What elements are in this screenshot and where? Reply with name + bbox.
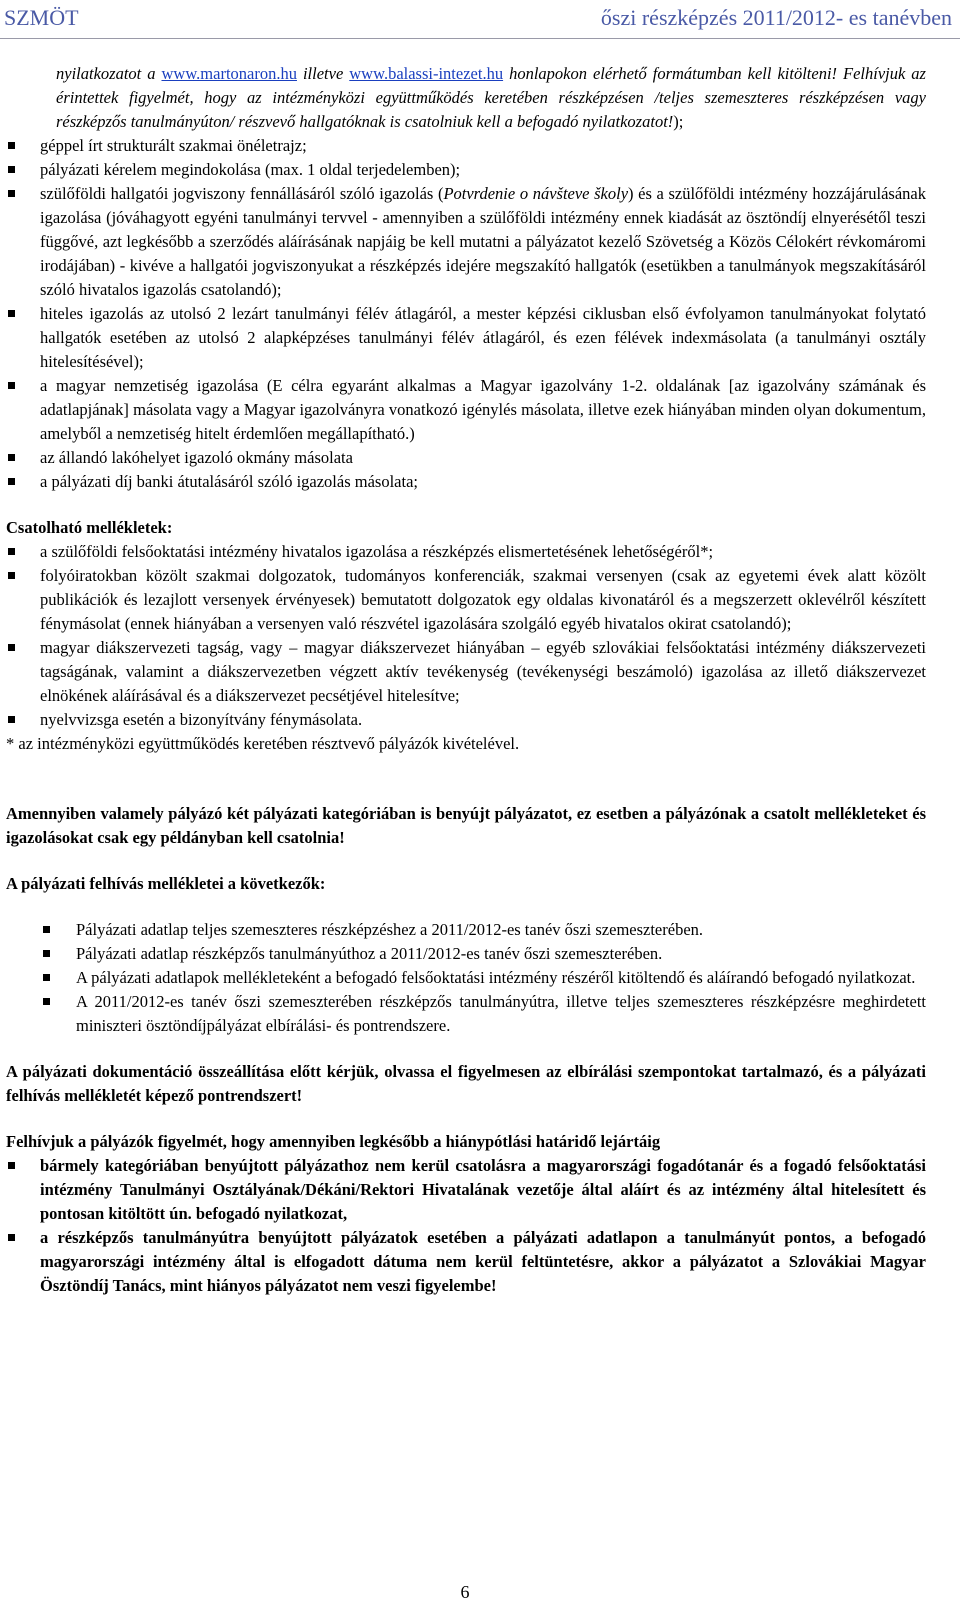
- list-item-text: a részképzős tanulmányútra benyújtott pályázatok esetében a pályázati adatlapon a tanulmányút pontos, a befogadó magyarországi intézmény által is elfogadott dátuma nem kerül feltüntetésre, akkor a pályázatot a Szlovákiai Magyar Ösztöndíj Tanács, mint hiányos pályázatot nem veszi figyelembe!: [40, 1228, 926, 1295]
- list-item: [6, 158, 926, 182]
- list-item-text: géppel írt strukturált szakmai önéletrajz;: [40, 136, 307, 155]
- bullet-icon: [8, 190, 15, 197]
- header-org: SZMÖT: [4, 5, 79, 30]
- list-item-text: magyar diákszervezeti tagság, vagy – magyar diákszervezet hiányában – egyéb szlovákiai felsőoktatási intézmény diákszervezeti tagságának, valamint a diákszervezetben végzett aktív tevékenység (tevékenységi beszámoló) igazolása az illető diákszervezet elnökének aláírásával és a diákszervezet pecsétjével hitelesítve;: [40, 638, 926, 705]
- bullet-icon: [43, 998, 50, 1005]
- bullet-icon: [8, 382, 15, 389]
- intro-paragraph: [6, 62, 926, 134]
- bullet-icon: [8, 644, 15, 651]
- page-number: 6: [460, 1582, 470, 1602]
- list-item: [6, 1226, 926, 1298]
- spacer: [6, 1038, 926, 1060]
- spacer: [6, 756, 926, 802]
- bullet-icon: [8, 142, 15, 149]
- list-item-text: A 2011/2012-es tanév őszi szemeszterében részképzős tanulmányútra, illetve teljes szemeszteres részképzésre meghirdetett miniszteri ösztöndíjpályázat elbírálási- és pontrendszere.: [76, 992, 926, 1035]
- bullet-icon: [8, 716, 15, 723]
- list-item: [6, 446, 926, 470]
- list-item-text: a magyar nemzetiség igazolása (E célra egyaránt alkalmas a Magyar igazolvány 1-2. oldalának [az igazolvány számának és adatlapjának] másolata vagy a Magyar igazolványra vonatkozó igénylés másolata, illetve ezek hiányában minden olyan dokumentum, amelyből a nemzetiség hitelt érdemlően megállapítható.): [40, 376, 926, 443]
- page-header: [0, 0, 960, 39]
- list-item: [6, 540, 926, 564]
- attachments-heading: A pályázati felhívás mellékletei a következők:: [6, 874, 326, 893]
- intro-end: );: [673, 112, 684, 131]
- optional-heading: Csatolható mellékletek:: [6, 518, 173, 537]
- document-body: [6, 62, 926, 1298]
- list-item-text: ) és a szülőföldi intézmény hozzájárulásának igazolása (jóváhagyott egyéni tanulmányi tervvel - amennyiben a szülőföldi intézmény ennek kiadását az ösztöndíj elnyerésétől teszi függővé, azt legkésőbb a szerződés aláírásának napjáig be kell mutatni a pályázatot kezelő Szövetség a Közös Célokért révkomáromi irodájában) - kivéve a hallgatói jogviszonyukat a részképzés idejére megszakító hallgatók (esetükben a tanulmányok megszakításáról szóló hivatalos igazolás csatolandó);: [40, 184, 926, 299]
- bullet-icon: [8, 548, 15, 555]
- list-item-italic: Potvrdenie o návšteve školy: [443, 184, 629, 203]
- list-item: [6, 182, 926, 302]
- warning-heading: Felhívjuk a pályázók figyelmét, hogy amennyiben legkésőbb a hiánypótlási határidő lejártáig: [6, 1132, 661, 1151]
- attachments-list: [6, 918, 926, 1038]
- bullet-icon: [8, 454, 15, 461]
- intro-text-1: nyilatkozatot a: [56, 64, 162, 83]
- list-item: [6, 564, 926, 636]
- bullet-icon: [8, 478, 15, 485]
- list-item: [6, 302, 926, 374]
- warning-list: [6, 1154, 926, 1298]
- spacer: [6, 850, 926, 872]
- required-list: [6, 134, 926, 494]
- bullet-icon: [43, 950, 50, 957]
- bullet-icon: [8, 166, 15, 173]
- list-item: [6, 966, 926, 990]
- list-item: [6, 470, 926, 494]
- list-item-text: nyelvvizsga esetén a bizonyítvány fénymásolata.: [40, 710, 363, 729]
- bullet-icon: [43, 974, 50, 981]
- notice-read-criteria: A pályázati dokumentáció összeállítása előtt kérjük, olvassa el figyelmesen az elbírálási szempontokat tartalmazó, és a pályázati felhívás mellékletét képező pontrendszert!: [6, 1062, 926, 1105]
- spacer: [6, 1108, 926, 1130]
- list-item: [6, 942, 926, 966]
- intro-text-3: honlapokon elérhető formátumban kell kitölteni! Felhívjuk az érintettek figyelmét, hogy az intézményközi együttműködés keretében részképzésen /teljes szemeszteres részképzésen vagy részképzős tanulmányúton/ részvevő hallgatóknak is csatolniuk kell a befogadó nyilatkozatot!: [56, 64, 926, 131]
- list-item-text: pályázati kérelem megindokolása (max. 1 oldal terjedelemben);: [40, 160, 461, 179]
- list-item: [6, 134, 926, 158]
- list-item-text: a pályázati díj banki átutalásáról szóló igazolás másolata;: [40, 472, 418, 491]
- header-title: őszi részképzés 2011/2012- es tanévben: [600, 5, 952, 30]
- list-item-text: Pályázati adatlap teljes szemeszteres részképzéshez a 2011/2012-es tanév őszi szemeszterében.: [76, 920, 704, 939]
- optional-list: [6, 540, 926, 732]
- bullet-icon: [8, 1162, 15, 1169]
- balassi-link[interactable]: www.balassi-intezet.hu: [349, 64, 504, 83]
- list-item-text: Pályázati adatlap részképzős tanulmányúthoz a 2011/2012-es tanév őszi szemeszterében.: [76, 944, 663, 963]
- list-item-text: bármely kategóriában benyújtott pályázathoz nem kerül csatolásra a magyarországi fogadótanár és a fogadó felsőoktatási intézmény Tanulmányi Osztályának/Dékáni/Rektori Hivatalának vezetője által aláírt és az intézmény által hitelesített és pontosan kitöltött ún. befogadó nyilatkozat,: [40, 1156, 926, 1223]
- list-item: [6, 1154, 926, 1226]
- list-item: [6, 918, 926, 942]
- list-item-text: hiteles igazolás az utolsó 2 lezárt tanulmányi félév átlagáról, a mester képzési ciklusban első évfolyamon tanulmányokat folytató hallgatók esetében az utolsó 2 alapképzéses tanulmányi félév átlagáról, és ezen félévek indexmásolata (a tanulmányi osztály hitelesítésével);: [40, 304, 926, 371]
- bullet-icon: [8, 1234, 15, 1241]
- list-item-text: A pályázati adatlapok mellékleteként a befogadó felsőoktatási intézmény részéről kitöltendő és aláírandó befogadó nyilatkozat.: [76, 968, 916, 987]
- footnote: * az intézményközi együttműködés keretében résztvevő pályázók kivételével.: [6, 734, 520, 753]
- list-item: [6, 636, 926, 708]
- notice-single-copy: Amennyiben valamely pályázó két pályázati kategóriában is benyújt pályázatot, ez esetben a pályázónak a csatolt mellékleteket és igazolásokat csak egy példányban kell csatolnia!: [6, 804, 926, 847]
- list-item-text: az állandó lakóhelyet igazoló okmány másolata: [40, 448, 353, 467]
- bullet-icon: [8, 310, 15, 317]
- list-item-text: a szülőföldi felsőoktatási intézmény hivatalos igazolása a részképzés elismertetésének lehetőségéről*;: [40, 542, 714, 561]
- list-item-text: folyóiratokban közölt szakmai dolgozatok, tudományos konferenciák, szakmai versenyen (csak az egyetemi évek alatt közölt publikációk és lezajlott versenyek érvényesek) bemutatott dolgozatok egy oldalas kivonatáról és a megszerzett oklevélről készített fénymásolat (ennek hiányában a versenyen való részvétel igazolására szolgáló egyéb hivatalos okirat csatolandó);: [40, 566, 926, 633]
- martonaron-link[interactable]: www.martonaron.hu: [161, 64, 297, 83]
- list-item: [6, 990, 926, 1038]
- spacer: [6, 896, 926, 918]
- intro-text-2: illetve: [296, 64, 350, 83]
- list-item: [6, 374, 926, 446]
- bullet-icon: [43, 926, 50, 933]
- spacer: [6, 494, 926, 516]
- list-item: [6, 708, 926, 732]
- list-item-text: szülőföldi hallgatói jogviszony fennállásáról szóló igazolás (: [40, 184, 444, 203]
- bullet-icon: [8, 572, 15, 579]
